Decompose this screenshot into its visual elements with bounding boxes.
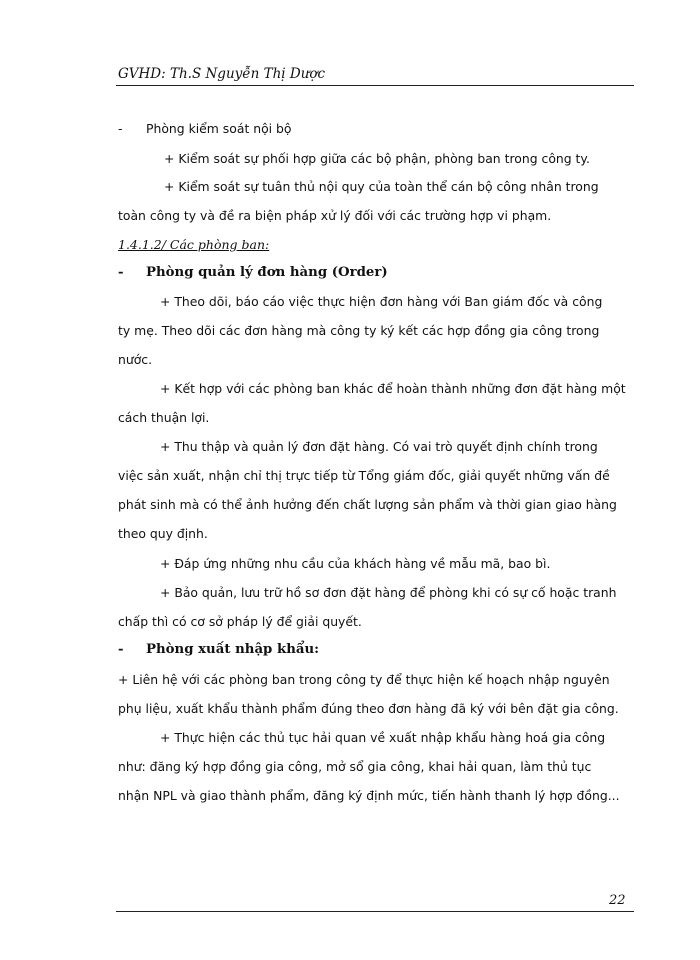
page-number: 22 (609, 893, 626, 908)
import-export-p2-line-3: nhận NPL và giao thành phẩm, đăng ký định mức, tiến hành thanh lý hợp đồng... (118, 788, 620, 803)
control-item-2-line-1: + Kiểm soát sự tuân thủ nội quy của toàn thể cán bộ công nhân trong (164, 179, 599, 194)
bullet-dash: - (118, 642, 124, 657)
order-p3-line-3: phát sinh mà có thể ảnh hưởng đến chất lượng sản phẩm và thời gian giao hàng (118, 497, 617, 512)
bullet-dash: - (118, 121, 123, 136)
order-p1-line-2: ty mẹ. Theo dõi các đơn hàng mà công ty ký kết các hợp đồng gia công trong (118, 323, 600, 338)
import-export-heading-line (118, 642, 319, 658)
header-rule (116, 85, 634, 86)
control-heading: Phòng kiểm soát nội bộ (146, 121, 292, 136)
control-item-2-line-2: toàn công ty và đề ra biện pháp xử lý đối với các trường hợp vi phạm. (118, 208, 552, 223)
import-export-p1-line-1: + Liên hệ với các phòng ban trong công ty để thực hiện kế hoạch nhập nguyên (118, 672, 610, 687)
order-p5-line-2: chấp thì có cơ sở pháp lý để giải quyết. (118, 614, 362, 629)
footer-rule (116, 911, 634, 912)
order-p2-line-2: cách thuận lợi. (118, 410, 210, 425)
bullet-dash: - (118, 265, 124, 280)
order-p1-line-1: + Theo dõi, báo cáo việc thực hiện đơn hàng với Ban giám đốc và công (160, 294, 603, 309)
order-heading: Phòng quản lý đơn hàng (Order) (146, 265, 388, 280)
order-p1-line-3: nước. (118, 352, 153, 367)
import-export-p2-line-2: như: đăng ký hợp đồng gia công, mở sổ gia công, khai hải quan, làm thủ tục (118, 759, 592, 774)
order-p3-line-2: việc sản xuất, nhận chỉ thị trực tiếp từ Tổng giám đốc, giải quyết những vấn đề (118, 468, 610, 483)
page-header-advisor: GVHD: Th.S Nguyễn Thị Dược (118, 66, 326, 82)
order-p4-line-1: + Đáp ứng những nhu cầu của khách hàng về mẫu mã, bao bì. (160, 556, 551, 571)
control-item-1: + Kiểm soát sự phối hợp giữa các bộ phận, phòng ban trong công ty. (164, 151, 590, 166)
order-heading-line (118, 265, 388, 281)
order-p3-line-4: theo quy định. (118, 526, 208, 541)
subsection-title: 1.4.1.2/ Các phòng ban: (118, 237, 270, 252)
order-p5-line-1: + Bảo quản, lưu trữ hồ sơ đơn đặt hàng để phòng khi có sự cố hoặc tranh (160, 585, 617, 600)
order-p3-line-1: + Thu thập và quản lý đơn đặt hàng. Có vai trò quyết định chính trong (160, 439, 598, 454)
import-export-p2-line-1: + Thực hiện các thủ tục hải quan về xuất nhập khẩu hàng hoá gia công (160, 730, 606, 745)
import-export-heading: Phòng xuất nhập khẩu: (146, 642, 320, 657)
order-p2-line-1: + Kết hợp với các phòng ban khác để hoàn thành những đơn đặt hàng một (160, 381, 626, 396)
control-heading-line (118, 121, 292, 137)
import-export-p1-line-2: phụ liệu, xuất khẩu thành phẩm đúng theo đơn hàng đã ký với bên đặt gia công. (118, 701, 619, 716)
